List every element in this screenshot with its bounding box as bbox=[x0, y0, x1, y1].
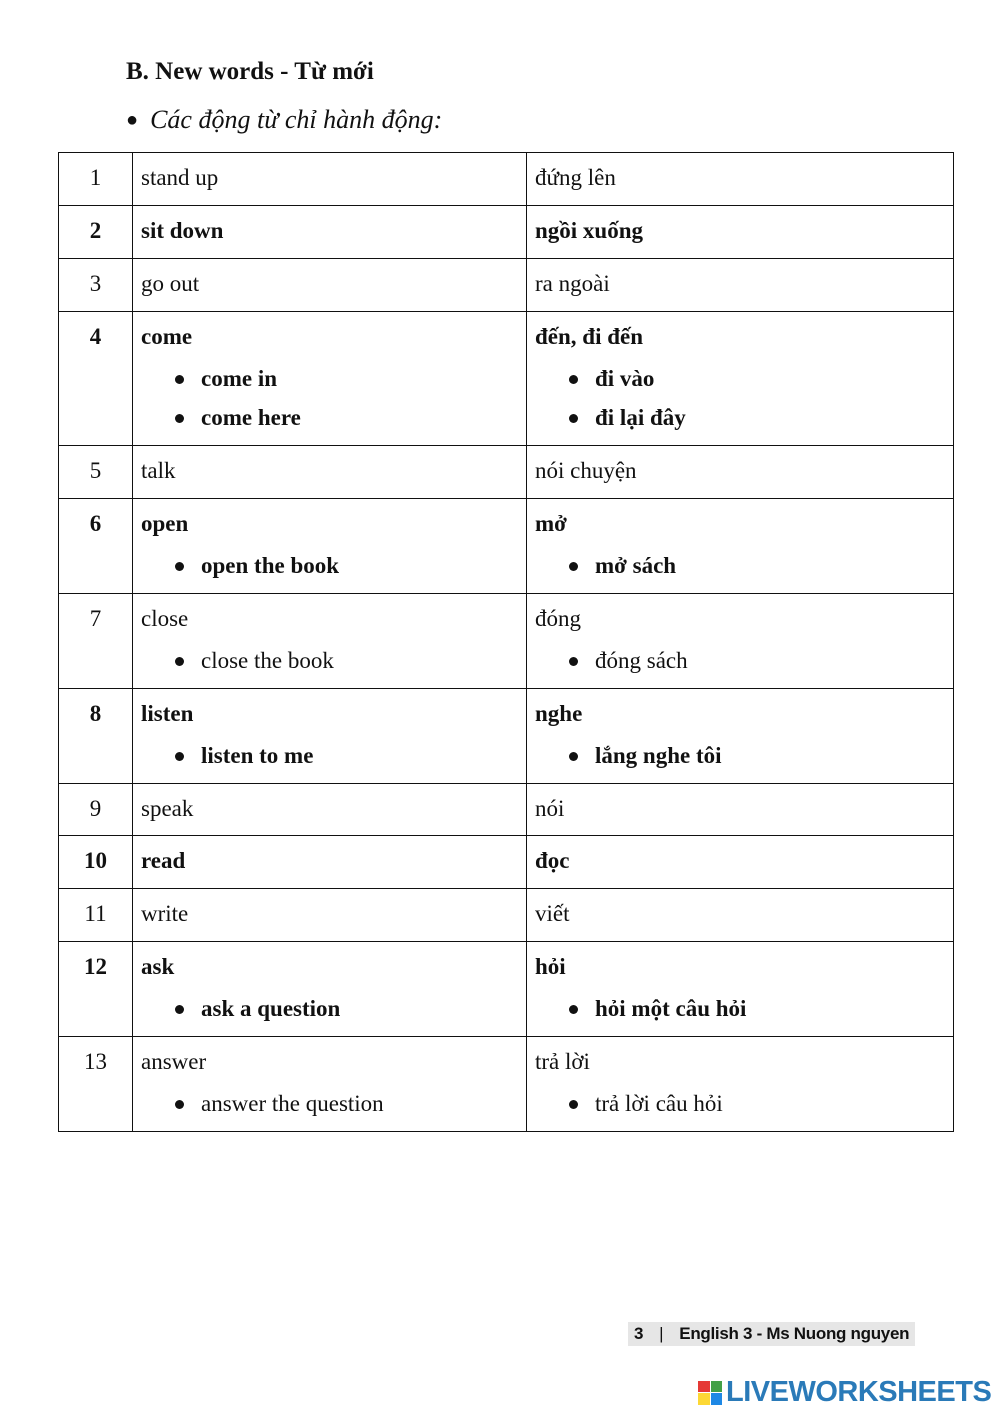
table-row bbox=[59, 836, 954, 889]
row-number: 1 bbox=[59, 153, 133, 206]
phrase-list bbox=[141, 646, 518, 676]
english-word: write bbox=[141, 901, 189, 927]
table-row bbox=[59, 942, 954, 1037]
phrase-list bbox=[535, 646, 945, 676]
list-item: đi vào bbox=[565, 364, 945, 394]
vietnamese-word: nói chuyện bbox=[535, 458, 637, 484]
vietnamese-cell bbox=[527, 258, 954, 311]
subheading-text: Các động từ chỉ hành động: bbox=[150, 105, 443, 134]
row-number: 12 bbox=[59, 942, 133, 1037]
phrase-list bbox=[141, 741, 518, 771]
english-word: talk bbox=[141, 458, 176, 484]
row-number: 9 bbox=[59, 783, 133, 836]
english-word: answer bbox=[141, 1049, 207, 1075]
list-item: lắng nghe tôi bbox=[565, 741, 945, 771]
list-item: open the book bbox=[171, 551, 518, 581]
english-cell bbox=[133, 205, 527, 258]
english-word: listen bbox=[141, 700, 194, 726]
list-item: close the book bbox=[171, 646, 518, 676]
vietnamese-word: ngồi xuống bbox=[535, 217, 644, 243]
english-cell bbox=[133, 258, 527, 311]
row-number: 8 bbox=[59, 688, 133, 783]
english-cell bbox=[133, 594, 527, 689]
english-word: go out bbox=[141, 270, 200, 296]
english-word: speak bbox=[141, 795, 194, 821]
list-item: đóng sách bbox=[565, 646, 945, 676]
section-heading: B. New words - Từ mới bbox=[126, 58, 374, 85]
phrase-list bbox=[535, 1089, 945, 1119]
english-cell bbox=[133, 783, 527, 836]
table-row bbox=[59, 499, 954, 594]
vietnamese-word: ra ngoài bbox=[535, 270, 610, 296]
table-row bbox=[59, 205, 954, 258]
vietnamese-cell bbox=[527, 836, 954, 889]
bullet-icon: ● bbox=[126, 109, 139, 131]
row-number: 5 bbox=[59, 446, 133, 499]
phrase-list bbox=[535, 551, 945, 581]
english-cell bbox=[133, 311, 527, 446]
vocabulary-table-body bbox=[59, 153, 954, 1132]
phrase-list bbox=[535, 741, 945, 771]
row-number: 4 bbox=[59, 311, 133, 446]
row-number: 13 bbox=[59, 1037, 133, 1132]
english-cell bbox=[133, 889, 527, 942]
english-cell bbox=[133, 153, 527, 206]
liveworksheets-logo-icon bbox=[698, 1381, 722, 1405]
table-row bbox=[59, 688, 954, 783]
vietnamese-word: đứng lên bbox=[535, 165, 616, 190]
list-item: hỏi một câu hỏi bbox=[565, 994, 945, 1024]
vietnamese-word: trả lời bbox=[535, 1049, 590, 1075]
phrase-list bbox=[535, 994, 945, 1024]
english-word: stand up bbox=[141, 165, 219, 190]
english-word: come bbox=[141, 323, 193, 349]
vietnamese-cell bbox=[527, 311, 954, 446]
footer-text: English 3 - Ms Nuong nguyen bbox=[679, 1324, 910, 1343]
row-number: 6 bbox=[59, 499, 133, 594]
vietnamese-cell bbox=[527, 499, 954, 594]
vietnamese-word: đóng bbox=[535, 606, 581, 632]
table-row bbox=[59, 594, 954, 689]
vietnamese-cell bbox=[527, 889, 954, 942]
english-word: ask bbox=[141, 954, 175, 980]
phrase-list bbox=[141, 994, 518, 1024]
list-item: ask a question bbox=[171, 994, 518, 1024]
vietnamese-word: mở bbox=[535, 511, 567, 537]
vocabulary-table bbox=[58, 152, 954, 1132]
row-number: 7 bbox=[59, 594, 133, 689]
logo-square bbox=[711, 1381, 723, 1393]
vietnamese-cell bbox=[527, 205, 954, 258]
footer-separator: | bbox=[659, 1324, 664, 1343]
vietnamese-word: đọc bbox=[535, 848, 570, 874]
phrase-list bbox=[141, 551, 518, 581]
table-row bbox=[59, 783, 954, 836]
vietnamese-cell bbox=[527, 1037, 954, 1132]
row-number: 10 bbox=[59, 836, 133, 889]
phrase-list bbox=[535, 364, 945, 434]
phrase-list bbox=[141, 1089, 518, 1119]
english-cell bbox=[133, 499, 527, 594]
list-item: trả lời câu hỏi bbox=[565, 1089, 945, 1119]
vietnamese-cell bbox=[527, 153, 954, 206]
english-word: close bbox=[141, 606, 189, 632]
table-row bbox=[59, 258, 954, 311]
brand-watermark bbox=[698, 1376, 991, 1409]
vietnamese-word: nói bbox=[535, 795, 565, 821]
subheading bbox=[126, 105, 442, 135]
vietnamese-word: đến, đi đến bbox=[535, 323, 644, 349]
english-cell bbox=[133, 942, 527, 1037]
vietnamese-cell bbox=[527, 594, 954, 689]
english-cell bbox=[133, 446, 527, 499]
english-cell bbox=[133, 688, 527, 783]
english-word: sit down bbox=[141, 217, 224, 243]
list-item: answer the question bbox=[171, 1089, 518, 1119]
vietnamese-word: nghe bbox=[535, 700, 583, 726]
logo-square bbox=[711, 1393, 723, 1405]
vietnamese-cell bbox=[527, 783, 954, 836]
list-item: come here bbox=[171, 403, 518, 433]
list-item: come in bbox=[171, 364, 518, 394]
page-number: 3 bbox=[634, 1324, 644, 1343]
table-row bbox=[59, 889, 954, 942]
list-item: listen to me bbox=[171, 741, 518, 771]
list-item: đi lại đây bbox=[565, 403, 945, 433]
row-number: 2 bbox=[59, 205, 133, 258]
brand-name: LIVEWORKSHEETS bbox=[726, 1376, 992, 1408]
table-row bbox=[59, 446, 954, 499]
vietnamese-cell bbox=[527, 942, 954, 1037]
row-number: 11 bbox=[59, 889, 133, 942]
english-cell bbox=[133, 836, 527, 889]
page-footer bbox=[628, 1322, 915, 1346]
english-word: open bbox=[141, 511, 189, 537]
table-row bbox=[59, 153, 954, 206]
phrase-list bbox=[141, 364, 518, 434]
logo-square bbox=[698, 1381, 710, 1393]
logo-square bbox=[698, 1393, 710, 1405]
vietnamese-cell bbox=[527, 446, 954, 499]
row-number: 3 bbox=[59, 258, 133, 311]
vietnamese-cell bbox=[527, 688, 954, 783]
table-row bbox=[59, 1037, 954, 1132]
english-cell bbox=[133, 1037, 527, 1132]
english-word: read bbox=[141, 848, 186, 874]
vietnamese-word: viết bbox=[535, 901, 570, 927]
vietnamese-word: hỏi bbox=[535, 954, 566, 980]
table-row bbox=[59, 311, 954, 446]
list-item: mở sách bbox=[565, 551, 945, 581]
